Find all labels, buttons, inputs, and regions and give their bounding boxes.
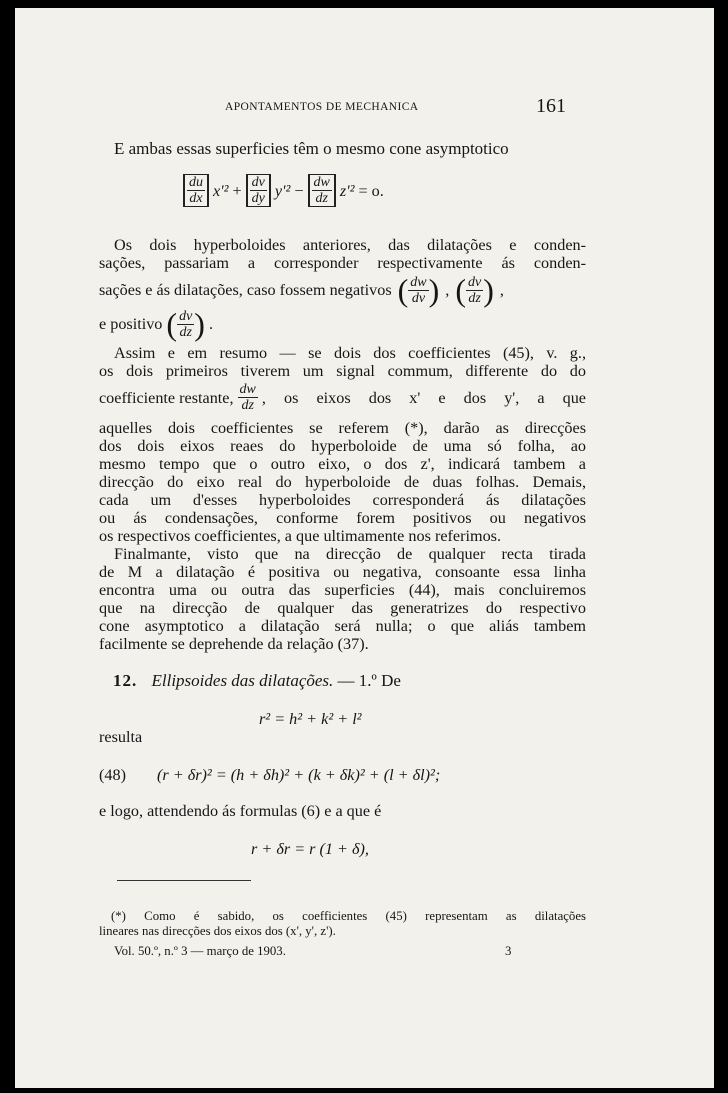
paragraph-summary-line10: os respectivos coefficientes, a que ultimamente nos referimos. xyxy=(99,527,502,545)
section-heading xyxy=(113,672,401,690)
paragraph-summary-line6: mesmo tempo que o outro eixo, o dos z', indicará tambem a xyxy=(99,455,586,473)
footnote-line2: lineares nas direcções dos eixos dos (x', y', z'). xyxy=(99,924,336,938)
paragraph-summary-line9: ou ás condensações, conforme forem positivos ou negativos xyxy=(99,509,586,527)
var-x: x'² xyxy=(213,181,229,200)
paragraph-hyperboloids-line3 xyxy=(99,274,504,306)
book-page xyxy=(15,8,714,1088)
paragraph-conclusion-line6: facilmente se deprehende da relação (37). xyxy=(99,635,369,653)
section-lead: — 1.º De xyxy=(337,671,401,690)
word-resulta: resulta xyxy=(99,728,143,746)
page-number: 161 xyxy=(536,95,566,117)
text-span: sações e ás dilatações, caso fossem negativos xyxy=(99,281,392,299)
paragraph-conclusion-line2: de M a dilatação é positiva ou negativa, consoante essa linha xyxy=(99,563,586,581)
text-span: e positivo xyxy=(99,315,163,333)
paragraph-conclusion-line5: cone asymptotico a dilatação será nulla; o que aliás tambem xyxy=(99,617,586,635)
equation-48-label: (48) xyxy=(99,766,126,784)
paragraph-hyperboloids-line1: Os dois hyperboloides anteriores, das dilatações e conden- xyxy=(114,236,586,254)
paragraph-summary-line3 xyxy=(99,382,586,413)
paragraph-summary-line4: aquelles dois coefficientes se referem (*), darão as direcções xyxy=(99,419,586,437)
var-y: y'² xyxy=(274,181,291,200)
equation-r-squared: r² = h² + k² + l² xyxy=(259,710,362,728)
paragraph-summary-line7: direcção do eixo real do hyperboloide de duas folhas. Demais, xyxy=(99,473,586,491)
text-span: , os eixos dos x' e dos y', a que xyxy=(261,388,586,407)
var-z: z'² xyxy=(339,181,355,200)
equation-48: (r + δr)² = (h + δh)² + (k + δk)² + (l + δl)²; xyxy=(157,766,441,784)
footnote-line1: (*) Como é sabido, os coefficientes (45) representam as dilatações xyxy=(111,909,586,923)
period: . xyxy=(208,315,213,333)
footnote-rule xyxy=(117,880,251,881)
running-title: APONTAMENTOS DE MECHANICA xyxy=(225,101,419,113)
bracket-term-2: $\frac{dv}{dy}$ xyxy=(246,174,271,207)
paragraph-formulas: e logo, attendendo ás formulas (6) e a que é xyxy=(99,802,382,820)
fraction-dv-dz: ( $\frac{dv}{dz}$ ) xyxy=(455,272,494,308)
paragraph-hyperboloids-line4 xyxy=(99,308,213,340)
paragraph-summary-line8: cada um d'esses hyperboloides corresponderá ás dilatações xyxy=(99,491,586,509)
paragraph-summary-line5: dos dois eixos reaes do hyperboloide de uma só folha, ao xyxy=(99,437,586,455)
equals-zero: = o. xyxy=(358,181,384,200)
paragraph-conclusion-line4: que na direcção de qualquer das generatrizes do respectivo xyxy=(99,599,586,617)
section-number: 12. xyxy=(113,671,138,690)
paragraph-summary-line1: Assim e em resumo — se dois dos coefficientes (45), v. g., xyxy=(114,344,586,362)
paragraph-conclusion-line3: encontra uma ou outra das superficies (44), mais concluiremos xyxy=(99,581,586,599)
paragraph-conclusion-line1: Finalmante, visto que na direcção de qualquer recta tirada xyxy=(114,545,586,563)
fraction-dw-dz: $\frac{dw}{dz}$ xyxy=(239,382,256,413)
comma: , xyxy=(445,281,450,299)
paragraph-cone: E ambas essas superficies têm o mesmo cone asymptotico xyxy=(114,139,509,158)
plus-sign: + xyxy=(232,181,242,200)
equation-r-delta: r + δr = r (1 + δ), xyxy=(251,840,369,858)
section-title: Ellipsoides das dilatações. xyxy=(151,671,334,690)
bracket-term-1: $\frac{du}{dx}$ xyxy=(183,174,209,207)
paragraph-summary-line2: os dois primeiros tiverem um signal commum, differente do do xyxy=(99,362,586,380)
signature-mark: 3 xyxy=(505,944,512,958)
paragraph-hyperboloids-line2: sações, passariam a corresponder respectivamente ás conden- xyxy=(99,254,586,272)
imprint: Vol. 50.º, n.º 3 — março de 1903. xyxy=(114,944,286,958)
minus-sign: − xyxy=(294,181,304,200)
fraction-dv-dz: ( $\frac{dv}{dz}$ ) xyxy=(166,306,205,342)
comma: , xyxy=(499,281,504,299)
text-span: coefficiente restante, xyxy=(99,388,234,407)
fraction-dw-dv: ( $\frac{dw}{dv}$ ) xyxy=(397,272,440,308)
bracket-term-3: $\frac{dw}{dz}$ xyxy=(308,174,336,207)
equation-cone xyxy=(183,174,384,207)
